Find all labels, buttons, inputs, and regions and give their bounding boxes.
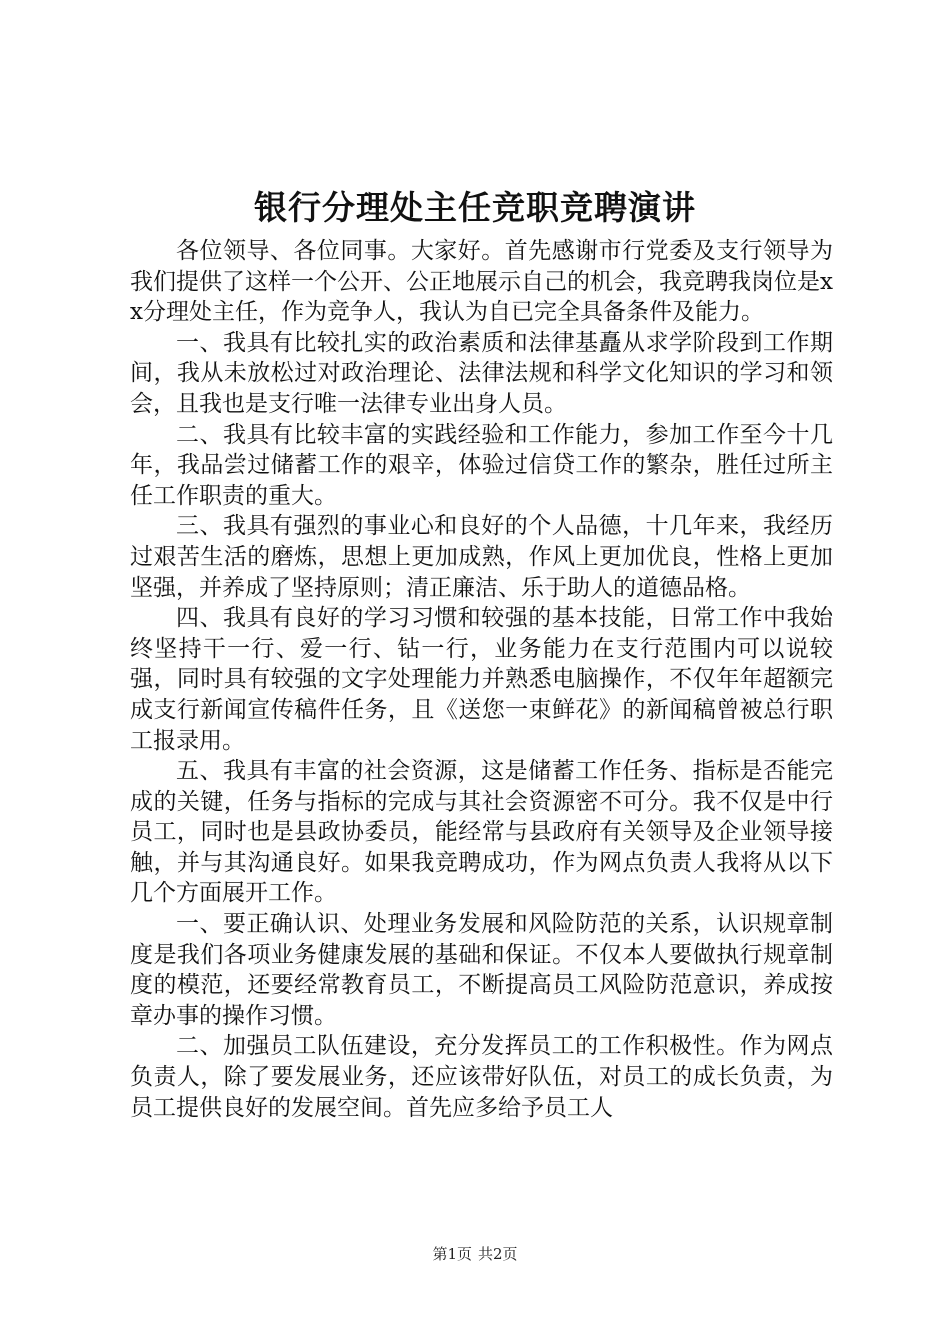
page-total: 共2页 (478, 1245, 518, 1263)
paragraph-point-4: 四、我具有良好的学习习惯和较强的基本技能，日常工作中我始终坚持干一行、爱一行、钻一行，业务能力在支行范围内可以说较强，同时具有较强的文字处理能力并熟悉电脑操作，不仅年年超额完成支行新闻宣传稿件任务，且《送您一束鲜花》的新闻稿曾被总行职工报录用。 (130, 605, 833, 754)
page-number: 第1页 (432, 1245, 472, 1263)
paragraph-point-3: 三、我具有强烈的事业心和良好的个人品德，十几年来，我经历过艰苦生活的磨炼，思想上更加成熟，作风上更加优良，性格上更加坚强，并养成了坚持原则；清正廉洁、乐于助人的道德品格。 (130, 513, 833, 601)
paragraph-point-2: 二、我具有比较丰富的实践经验和工作能力，参加工作至今十几年，我品尝过储蓄工作的艰辛，体验过信贷工作的繁杂，胜任过所主任工作职责的重大。 (130, 421, 833, 509)
paragraph-plan-1: 一、要正确认识、处理业务发展和风险防范的关系，认识规章制度是我们各项业务健康发展的基础和保证。不仅本人要做执行规章制度的模范，还要经常教育员工，不断提高员工风险防范意识，养成按章办事的操作习惯。 (130, 911, 833, 1029)
paragraph-greeting: 各位领导、各位同事。大家好。首先感谢市行党委及支行领导为我们提供了这样一个公开、公正地展示自己的机会，我竞聘我岗位是xx分理处主任，作为竞争人，我认为自已完全具备条件及能力。 (130, 238, 833, 326)
page-footer (0, 1244, 950, 1264)
paragraph-point-5: 五、我具有丰富的社会资源，这是储蓄工作任务、指标是否能完成的关键，任务与指标的完成与其社会资源密不可分。我不仅是中行员工，同时也是县政协委员，能经常与县政府有关领导及企业领导接触，并与其沟通良好。如果我竞聘成功，作为网点负责人我将从以下几个方面展开工作。 (130, 758, 833, 907)
paragraph-plan-2: 二、加强员工队伍建设，充分发挥员工的工作积极性。作为网点负责人，除了要发展业务，还应该带好队伍，对员工的成长负责，为员工提供良好的发展空间。首先应多给予员工人 (130, 1033, 833, 1121)
document-body (130, 236, 833, 1123)
document-title: 银行分理处主任竞职竞聘演讲 (254, 188, 696, 227)
paragraph-point-1: 一、我具有比较扎实的政治素质和法律基矗从求学阶段到工作期间，我从未放松过对政治理论、法律法规和科学文化知识的学习和领会，且我也是支行唯一法律专业出身人员。 (130, 329, 833, 417)
